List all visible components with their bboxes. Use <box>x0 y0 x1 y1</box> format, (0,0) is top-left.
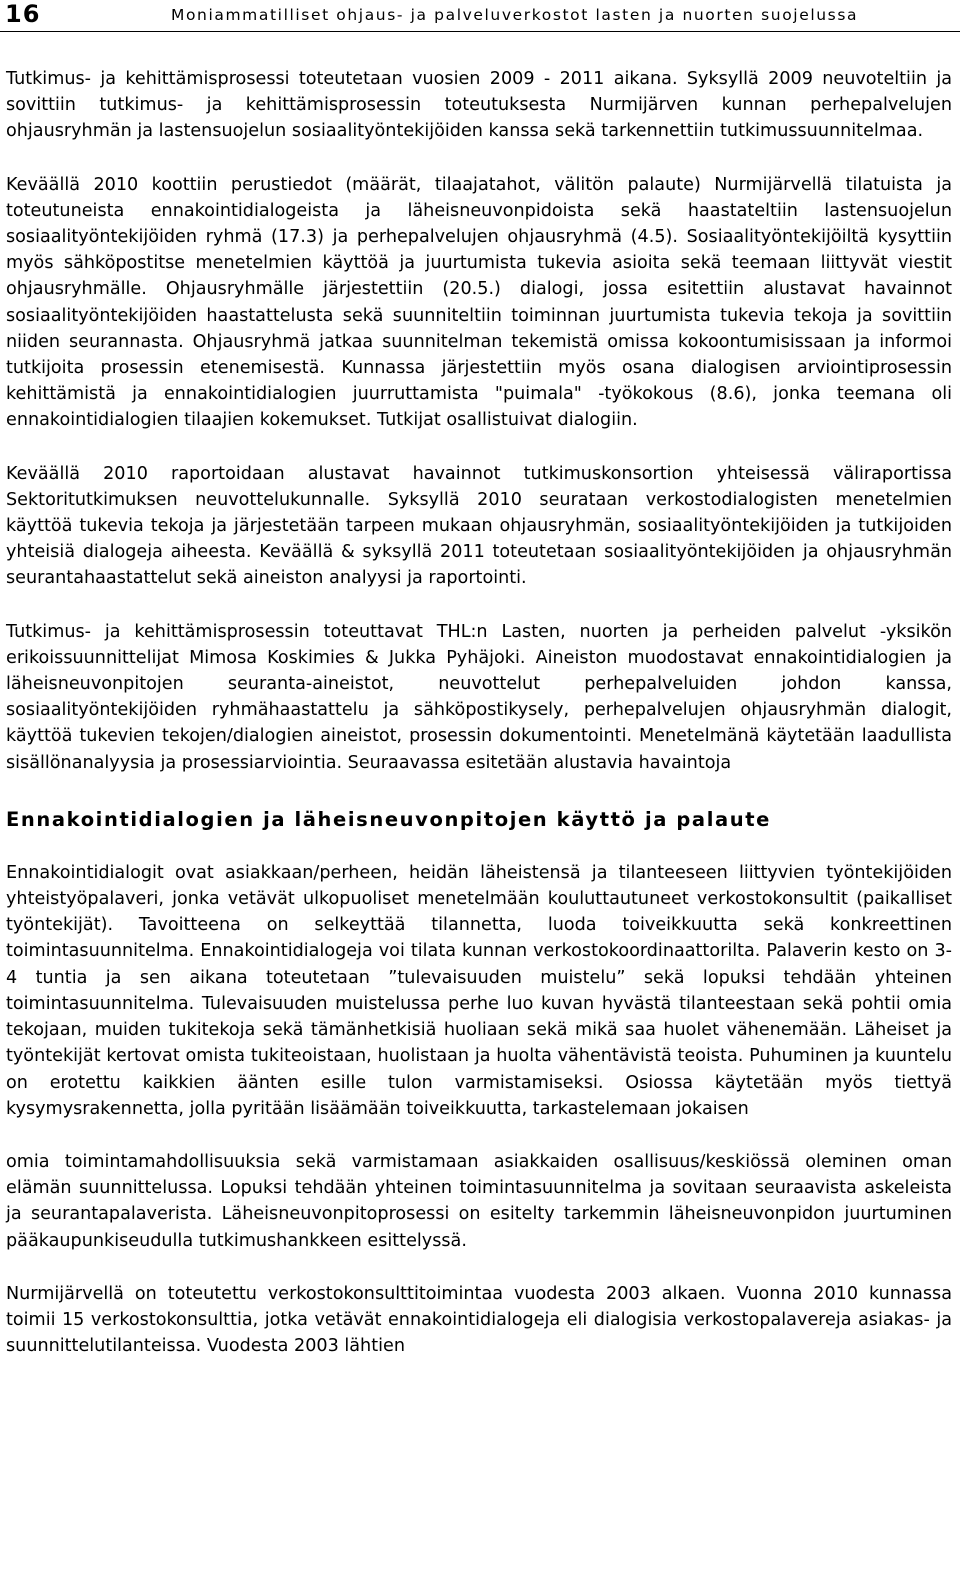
page-number: 16 <box>5 0 41 28</box>
paragraph-action-plan: omia toimintamahdollisuuksia sekä varmistamaan asiakkaiden osallisuus/keskiössä oleminen oman elämän suunnittelussa. Lopuksi tehdään yhteinen toimintasuunnitelma ja sovitaan seuraavista askeleista ja seurantapalaverista. Läheisneuvonpitoprosessi on esitelty tarkemmin läheisneuvonpidon juurtuminen pääkaupunkiseudulla tutkimushankkeen esittelyssä. <box>6 1151 952 1251</box>
page-header <box>0 0 960 32</box>
paragraph-network-consultants: Nurmijärvellä on toteutettu verkostokonsulttitoimintaa vuodesta 2003 alkaen. Vuonna 2010 kunnassa toimii 15 verkostokonsulttia, jotka vetävät ennakointidialogeja eli dialogisia verkostopalavereja asiakas- ja suunnittelutilanteissa. Vuodesta 2003 lähtien <box>6 1283 952 1357</box>
paragraph-research-team-and-material: Tutkimus- ja kehittämisprosessin toteuttavat THL:n Lasten, nuorten ja perheiden palvelut -yksikön erikoissuunnittelijat Mimosa Koskimies & Jukka Pyhäjoki. Aineiston muodostavat ennakointidialogien ja läheisneuvonpitojen seuranta-aineistot, neuvottelut perhepalveluiden johdon kanssa, sosiaalityöntekijöiden ryhmähaastattelu ja sähköpostikysely, perhepalvelujen ohjausryhmän dialogit, käyttöä tukevien tekojen/dialogien aineistot, prosessin dokumentointi. Menetelmänä käytetään laadullista sisällönanalyysia ja prosessiarviointia. Seuraavassa esitetään alustavia havaintoja <box>6 621 952 773</box>
document-body <box>6 66 952 1359</box>
paragraph-spring-2010-data-collection: Keväällä 2010 koottiin perustiedot (määrät, tilaajatahot, välitön palaute) Nurmijärvellä tilatuista ja toteutuneista ennakointidialogeista ja läheisneuvonpidoista sekä haastateltiin lastensuojelun sosiaalityöntekijöiden ryhmä (17.3) ja perhepalvelujen ohjausryhmä (4.5). Sosiaalityöntekijöiltä kysyttiin myös sähköpostitse menetelmien käyttöä ja juurtumista tukevia asioita sekä teemaan liittyvät viestit ohjausryhmälle. Ohjausryhmälle järjestettiin (20.5.) dialogi, jossa esitettiin alustavat havainnot sosiaalityöntekijöiden haastattelusta sekä suunniteltiin toiminnan juurtumista tukevia tekoja ja sovittiin niiden seurannasta. Ohjausryhmä jatkaa suunnitelman tekemistä omissa kokoontumisissaan ja informoi tutkijoita prosessin etenemisestä. Kunnassa järjestettiin myös osana dialogisen arviointiprosessin kehittämistä ja ennakointidialogien juurruttamista "puimala" -työkokous (8.6), jonka teemana oli ennakointidialogien tilaajien kokemukset. Tutkijat osallistuivat dialogiin. <box>6 174 952 431</box>
running-title: Moniammatilliset ohjaus- ja palveluverkostot lasten ja nuorten suojelussa <box>171 6 859 24</box>
paragraph-anticipation-dialogues: Ennakointidialogit ovat asiakkaan/perheen, heidän läheistensä ja tilanteeseen liittyvien työntekijöiden yhteistyöpalaveri, jonka vetävät ulkopuoliset menetelmään kouluttautuneet verkostokonsultit (paikalliset työntekijät). Tavoitteena on selkeyttää tilannetta, luoda toiveikkuutta sekä konkreettinen toimintasuunnitelma. Ennakointidialogeja voi tilata kunnan verkostokoordinaattorilta. Palaverin kesto on 3-4 tuntia ja sen aikana toteutetaan ”tulevaisuuden muistelu” sekä lopuksi tehdään yhteinen toimintasuunnitelma. Tulevaisuuden muistelussa perhe luo kuvan hyvästä tilanteestaan sekä pohtii omia tekojaan, muiden tukitekoja sekä tämänhetkisiä huoliaan sekä mikä saa huolet vähenemään. Läheiset ja työntekijät kertovat omista tukiteoistaan, huolistaan ja huolta vähentävistä teoista. Puhuminen ja kuuntelu on erotettu kaikkien äänten esille tulon varmistamiseksi. Osiossa käytetään myös tiettyä kysymysrakennetta, jolla pyritään lisäämään toiveikkuutta, tarkastelemaan jokaisen <box>6 862 952 1119</box>
section-heading: Ennakointidialogien ja läheisneuvonpitojen käyttö ja palaute <box>6 807 771 831</box>
paragraph-research-timeline: Tutkimus- ja kehittämisprosessi toteutetaan vuosien 2009 - 2011 aikana. Syksyllä 2009 neuvoteltiin ja sovittiin tutkimus- ja kehittämisprosessin toteutuksesta Nurmijärven kunnan perhepalvelujen ohjausryhmän ja lastensuojelun sosiaalityöntekijöiden kanssa sekä tarkennettiin tutkimussuunnitelmaa. <box>6 69 952 142</box>
paragraph-reporting-schedule: Keväällä 2010 raportoidaan alustavat havainnot tutkimuskonsortion yhteisessä väliraportissa Sektoritutkimuksen neuvottelukunnalle. Syksyllä 2010 seurataan verkostodialogisten menetelmien käyttöä tukevia tekoja ja järjestetään tarpeen mukaan ohjausryhmän, sosiaalityöntekijöiden ja tutkijoiden yhteisiä dialogeja aiheesta. Keväällä & syksyllä 2011 toteutetaan sosiaalityöntekijöiden ja ohjausryhmän seurantahaastattelut sekä aineiston analyysi ja raportointi. <box>6 463 952 589</box>
